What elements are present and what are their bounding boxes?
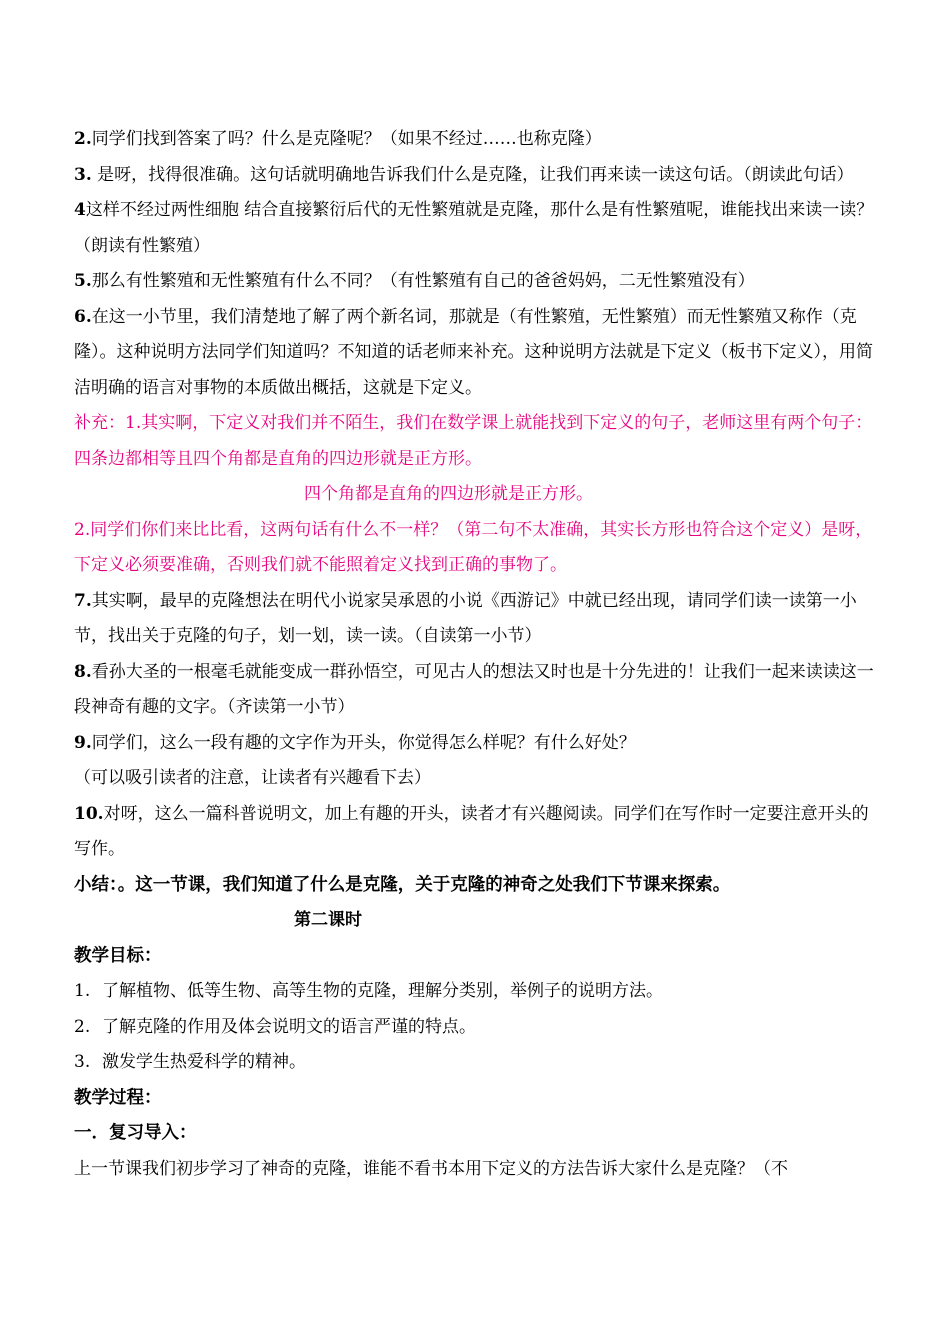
item-number: 9. <box>74 732 92 753</box>
paragraph-4 <box>74 193 878 264</box>
paragraph-7 <box>74 584 878 655</box>
paragraph-text: 是呀，找得很准确。这句话就明确地告诉我们什么是克隆，让我们再来读一读这句话。（朗读此句话） <box>91 164 854 185</box>
item-number: 6. <box>74 306 92 327</box>
paragraph-text: 同学们找到答案了吗？什么是克隆呢？（如果不经过……也称克隆） <box>91 129 602 149</box>
goal-text: 了解克隆的作用及体会说明文的语言严谨的特点。 <box>102 1016 476 1037</box>
paragraph-text: 看孙大圣的一根毫毛就能变成一群孙悟空，可见古人的想法又时也是十分先进的！让我们一起来读读这一段神奇有趣的文字。（齐读第一小节） <box>74 661 874 717</box>
item-number: 8. <box>74 661 92 682</box>
paragraph-text: 那么有性繁殖和无性繁殖有什么不同？（有性繁殖有自己的爸爸妈妈，二无性繁殖没有） <box>91 271 755 291</box>
goal-text: 激发学生热爱科学的精神。 <box>102 1052 306 1072</box>
item-number: 5. <box>74 271 92 291</box>
goal-item-2 <box>74 1010 878 1046</box>
paragraph-text: 其实啊，最早的克隆想法在明代小说家吴承恩的小说《西游记》中就已经出现，请同学们读一读第一小节，找出关于克隆的句子，划一划，读一读。（自读第一小节） <box>74 590 857 646</box>
goal-text: 了解植物、低等生物、高等生物的克隆，理解分类别，举例子的说明方法。 <box>102 981 663 1001</box>
paragraph-6 <box>74 300 878 407</box>
paragraph-2 <box>74 122 878 158</box>
goals-heading: 教学目标： <box>74 945 162 966</box>
review-text: 上一节课我们初步学习了神奇的克隆，谁能不看书本用下定义的方法告诉大家什么是克隆？（不 <box>74 1158 788 1179</box>
goal-item-1 <box>74 974 878 1010</box>
item-number: 2. <box>74 129 92 149</box>
item-number: 1. <box>74 981 91 1001</box>
summary: 小结：。这一节课，我们知道了什么是克隆，关于克隆的神奇之处我们下节课来探索。 <box>74 874 731 895</box>
goal-item-3 <box>74 1045 878 1081</box>
paragraph-8 <box>74 655 878 726</box>
review-heading: 一．复习导入： <box>74 1123 197 1143</box>
paragraph-9 <box>74 726 878 762</box>
paragraph-9-answer: （可以吸引读者的注意，让读者有兴趣看下去） <box>74 768 431 788</box>
paragraph-10 <box>74 797 878 868</box>
supplement-line-1: 补充：1.其实啊，下定义对我们并不陌生，我们在数学课上就能找到下定义的句子，老师这里有两个句子：四条边都相等且四个角都是直角的四边形就是正方形。 <box>74 413 873 469</box>
process-heading: 教学过程： <box>74 1087 162 1108</box>
item-number: 7. <box>74 590 92 611</box>
paragraph-text: 这样不经过两性细胞 结合直接繁衍后代的无性繁殖就是克隆，那什么是有性繁殖呢，谁能找出来读一读？（朗读有性繁殖） <box>74 200 874 256</box>
lesson-2-title: 第二课时 <box>294 910 362 930</box>
paragraph-5 <box>74 264 878 300</box>
item-number: 3. <box>74 1052 91 1072</box>
paragraph-3 <box>74 158 878 194</box>
supplement-line-3: 2.同学们你们来比比看，这两句话有什么不一样？（第二句不太准确，其实长方形也符合这个定义）是呀，下定义必须要准确，否则我们就不能照着定义找到正确的事物了。 <box>74 519 873 575</box>
item-number: 4 <box>74 200 86 220</box>
item-number: 3. <box>74 164 92 185</box>
item-number: 10. <box>74 803 104 824</box>
supplement-line-2: 四个角都是直角的四边形就是正方形。 <box>304 484 593 504</box>
paragraph-text: 对呀，这么一篇科普说明文，加上有趣的开头，读者才有兴趣阅读。同学们在写作时一定要注意开头的写作。 <box>74 803 869 859</box>
paragraph-text: 同学们，这么一段有趣的文字作为开头，你觉得怎么样呢？有什么好处？ <box>91 732 636 753</box>
item-number: 2. <box>74 1016 91 1037</box>
paragraph-text: 在这一小节里，我们清楚地了解了两个新名词，那就是（有性繁殖，无性繁殖）而无性繁殖又称作（克隆）。这种说明方法同学们知道吗？不知道的话老师来补充。这种说明方法就是下定义（板书下定义），用简洁明确的语言对事物的本质做出概括，这就是下定义。 <box>74 306 873 398</box>
